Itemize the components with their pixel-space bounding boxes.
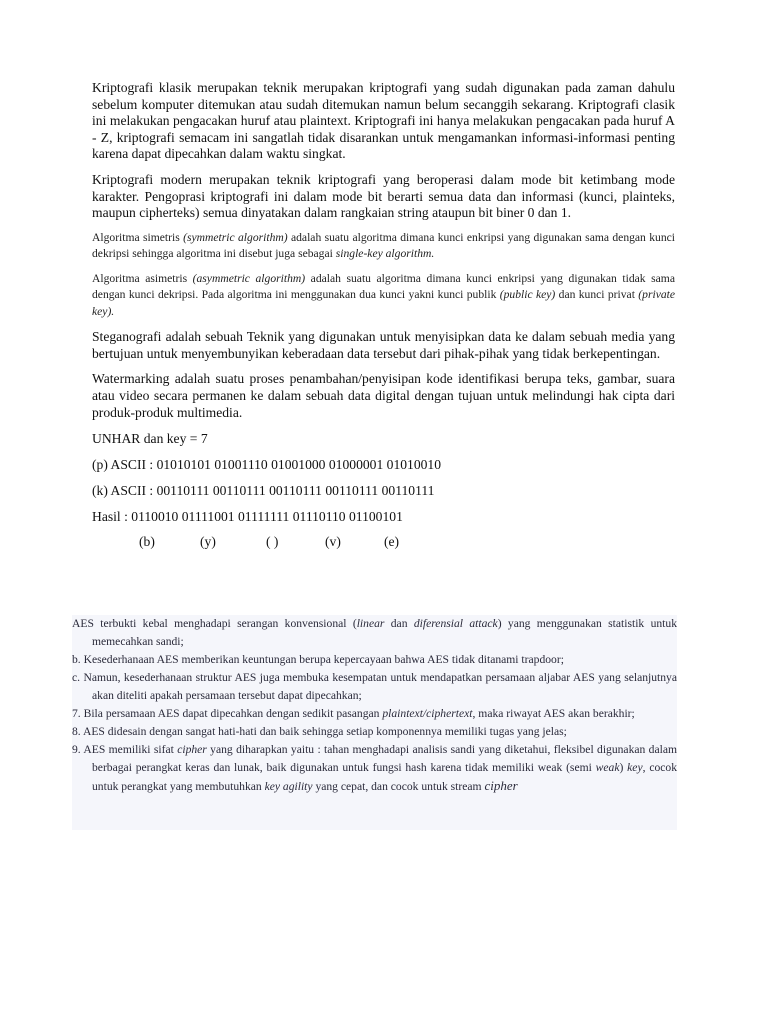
- text-run: yang diharapkan yaitu : tahan menghadapi analisis sandi yang diketahui, fleksibel digunakan dalam berbagai perangkat keras dan lunak, baik digunakan untuk fungsi hash karena tidak memiliki weak (semi: [92, 743, 677, 774]
- hasil-line: Hasil : 0110010 01111001 01111111 01110110 01100101: [92, 509, 403, 525]
- italic-run: cipher: [177, 743, 207, 756]
- result-char: ( ): [266, 534, 279, 550]
- paragraph-kriptografi-modern: Kriptografi modern merupakan teknik kriptografi yang beroperasi dalam mode bit ketimbang mode karakter. Pengoprasi kriptografi ini dalam mode bit berarti semua data dan informasi (kunci, plainteks, maupun cipherteks) semua dinyatakan dalam rangkaian string ataupun bit biner 0 dan 1.: [92, 171, 675, 221]
- paragraph-watermarking: Watermarking adalah suatu proses penambahan/penyisipan kode identifikasi berupa teks, gambar, suara atau video secara permanen ke dalam sebuah data digital dengan tujuan untuk melindungi hak cipta dari produk-produk multimedia.: [92, 371, 675, 420]
- paragraph-algoritma-asimetris: [92, 271, 675, 321]
- text-run: , cocok untuk perangkat yang membutuhkan: [92, 761, 677, 793]
- italic-run: single-key algorithm.: [335, 247, 435, 261]
- list-item: b. Kesederhanaan AES memberikan keuntungan berupa kepercayaan bahwa AES tidak ditanami trapdoor;: [72, 653, 564, 666]
- main-text-block: [92, 80, 675, 552]
- italic-run: (asymmetric algorithm): [192, 271, 306, 285]
- paragraph-algoritma-simetris: [92, 230, 675, 263]
- text-run: ) yang menggunakan statistik untuk memecahkan sandi;: [92, 617, 677, 648]
- text-run: Algoritma asimetris: [92, 271, 193, 285]
- result-char: (b): [139, 534, 155, 550]
- text-run: 9. AES memiliki sifat: [72, 743, 178, 756]
- text-run: adalah suatu algoritma dimana kunci enkripsi yang digunakan tidak sama dengan kunci dekripsi. Pada algoritma ini menggunakan dua kunci yakni kunci publik: [92, 271, 675, 302]
- text-run: yang cepat, dan cocok untuk stream: [312, 780, 485, 793]
- italic-run: (public key): [499, 288, 556, 302]
- italic-run: weak: [595, 761, 620, 774]
- italic-run: linear: [356, 617, 385, 630]
- text-run: adalah suatu algoritma dimana kunci enkripsi yang digunakan sama dengan kunci dekripsi sehingga algoritma ini disebut juga sebagai: [92, 230, 675, 261]
- text-run: , maka riwayat AES akan berakhir;: [472, 707, 635, 720]
- paragraph-steganografi: Steganografi adalah sebuah Teknik yang digunakan untuk menyisipkan data ke dalam sebuah media yang bertujuan untuk menyembunyikan keberadaan data tersebut dari pihak-pihak yang tidak berkepentingan.: [92, 329, 675, 361]
- result-char: (y): [200, 534, 216, 550]
- list-item: 8. AES didesain dengan sangat hati-hati dan baik sehingga setiap komponennya memiliki tugas yang jelas;: [72, 725, 567, 738]
- result-characters: [92, 534, 675, 552]
- italic-run: (private key).: [92, 288, 675, 318]
- italic-run: key agility: [264, 780, 313, 793]
- list-item: [72, 705, 677, 723]
- result-char: (e): [384, 534, 400, 550]
- italic-run: key: [627, 761, 643, 774]
- italic-run: (symmetric algorithm): [183, 230, 288, 244]
- text-run: 7. Bila persamaan AES dapat dipecahkan dengan sedikit pasangan: [72, 707, 383, 720]
- list-item: c. Namun, kesederhanaan struktur AES juga membuka kesempatan untuk mendapatkan persamaan aljabar AES yang selanjutnya akan diteliti apakah persamaan tersebut dapat dipecahkan;: [72, 671, 677, 702]
- ascii-k-line: (k) ASCII : 00110111 00110111 00110111 00110111 00110111: [92, 483, 435, 499]
- text-run: dan: [384, 617, 414, 630]
- list-item: [72, 741, 677, 796]
- aes-list-block: [72, 615, 677, 830]
- list-item: [72, 615, 677, 651]
- italic-run: cipher: [484, 778, 518, 793]
- example-title: UNHAR dan key = 7: [92, 431, 208, 447]
- ascii-p-line: (p) ASCII : 01010101 01001110 01001000 01000001 01010010: [92, 457, 442, 473]
- result-char: (v): [325, 534, 341, 550]
- italic-run: diferensial attack: [413, 617, 498, 630]
- paragraph-kriptografi-klasik: Kriptografi klasik merupakan teknik merupakan kriptografi yang sudah digunakan pada zaman dahulu sebelum komputer ditemukan atau sudah ditemukan namun belum secanggih sekarang. Kriptografi clasik ini melakukan pengacakan huruf atau plaintext. Kriptografi ini hanya melakukan pengacakan pada huruf A - Z, kriptografi semacam ini sangatlah tidak disarankan untuk mengamankan informasi-informasi penting karena dapat dipecahkan dalam waktu singkat.: [92, 80, 675, 162]
- text-run: Algoritma simetris: [92, 230, 184, 244]
- italic-run: plaintext/ciphertext: [382, 707, 473, 720]
- text-run: ): [619, 761, 628, 774]
- text-run: AES terbukti kebal menghadapi serangan konvensional (: [72, 617, 357, 630]
- text-run: dan kunci privat: [555, 288, 639, 302]
